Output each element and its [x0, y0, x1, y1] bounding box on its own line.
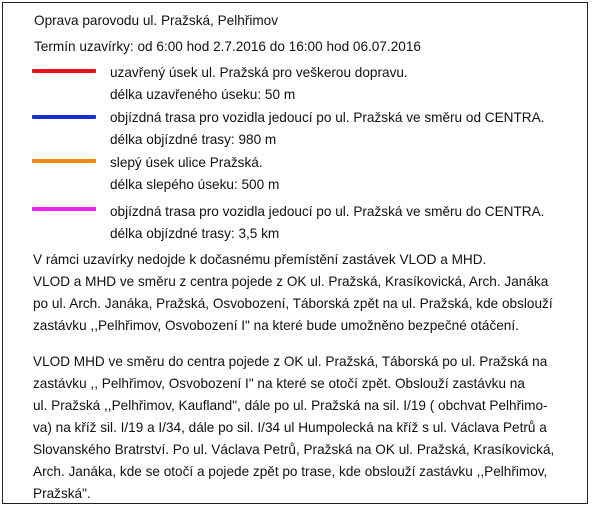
- paragraph-1-line-4: zastávku ,,Pelhřimov, Osvobození I" na které bude umožněno bezpečné otáčení.: [33, 318, 519, 333]
- paragraph-2-line-6: Arch. Janáka, kde se otočí a pojede zpět po trase, kde obslouží zastávku ,,Pelhřimov,: [33, 464, 548, 479]
- paragraph-2-line-1: VLOD MHD ve směru do centra pojede z OK ul. Pražská, Táborská po ul. Pražská na: [33, 354, 548, 369]
- legend-swatch-blue: [32, 115, 96, 119]
- legend-detail-dead-end-length: délka slepého úseku: 500 m: [110, 177, 280, 192]
- document-title: Oprava parovodu ul. Pražská, Pelhřimov: [34, 13, 279, 28]
- closure-period: Termín uzavírky: od 6:00 hod 2.7.2016 do 16:00 hod 06.07.2016: [34, 39, 421, 54]
- legend-detail-closed-length: délka uzavřeného úseku: 50 m: [110, 87, 296, 102]
- legend-label-dead-end: slepý úsek ulice Pražská.: [110, 155, 263, 170]
- legend-detail-detour-from-centre-length: délka objízdné trasy: 980 m: [110, 132, 277, 147]
- legend-swatch-red: [32, 69, 96, 73]
- legend-swatch-magenta: [32, 207, 96, 211]
- paragraph-1-line-3: po ul. Arch. Janáka, Pražská, Osvobození, Táborská zpět na ul. Pražská, kde obslouží: [33, 296, 553, 311]
- legend-swatch-orange: [32, 159, 96, 163]
- paragraph-1-line-2: VLOD a MHD ve směru z centra pojede z OK ul. Pražská, Krasíkovická, Arch. Janáka: [33, 274, 549, 289]
- paragraph-2-line-2: zastávku ,, Pelhřimov, Osvobození I" na které se otočí zpět. Obslouží zastávku na: [33, 376, 525, 391]
- paragraph-2-line-7: Pražská".: [33, 486, 91, 501]
- paragraph-1-line-1: V rámci uzavírky nedojde k dočasnému přemístění zastávek VLOD a MHD.: [33, 252, 487, 267]
- legend-detail-detour-to-centre-length: délka objízdné trasy: 3,5 km: [110, 226, 280, 241]
- legend-label-detour-from-centre: objízdná trasa pro vozidla jedoucí po ul. Pražská ve směru od CENTRA.: [110, 110, 545, 125]
- paragraph-2-line-3: ul. Pražská ,,Pelhřimov, Kaufland", dále po ul. Pražská na sil. I/19 ( obchvat Pelhřimo-: [33, 398, 548, 413]
- legend-label-detour-to-centre: objízdná trasa pro vozidla jedoucí po ul. Pražská ve směru do CENTRA.: [110, 204, 545, 219]
- paragraph-2-line-5: Slovanského Bratrství. Po ul. Václava Petrů, Pražská na OK ul. Pražská, Krasíkovická,: [33, 442, 555, 457]
- paragraph-2-line-4: va) na kříž sil. I/19 a I/34, dále po sil. I/34 ul Humpolecká na kříž s ul. Václava Petrů a: [33, 420, 547, 435]
- legend-label-closed-section: uzavřený úsek ul. Pražská pro veškerou dopravu.: [110, 65, 408, 80]
